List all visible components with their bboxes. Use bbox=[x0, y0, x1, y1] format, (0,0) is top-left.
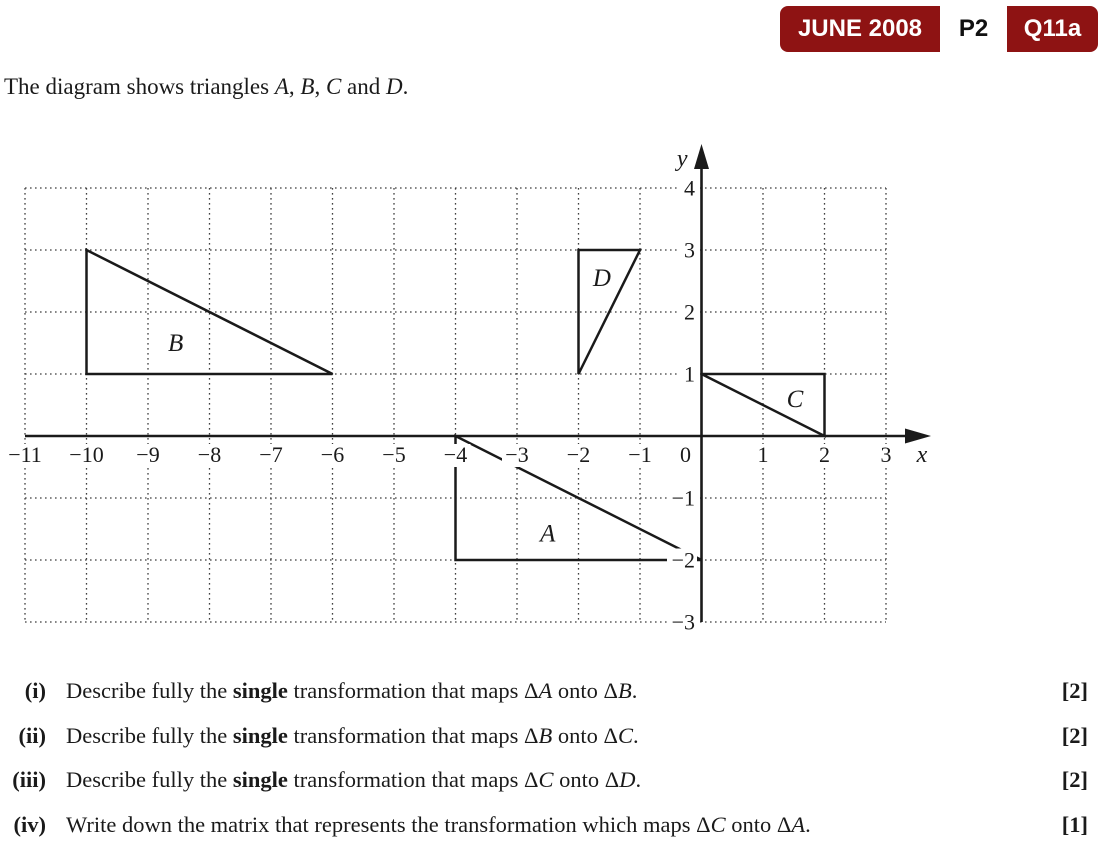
svg-text:−2: −2 bbox=[671, 547, 695, 573]
svg-text:1: 1 bbox=[757, 442, 769, 467]
question-text: Describe fully the single transformation that maps ΔC onto ΔD. bbox=[66, 767, 642, 792]
triangle-label-A: A bbox=[540, 520, 556, 548]
svg-text:−1: −1 bbox=[628, 442, 652, 467]
svg-text:−10: −10 bbox=[69, 442, 104, 467]
intro-sentence: The diagram shows triangles A, B, C and D. bbox=[4, 74, 409, 99]
marks-badge: [2] bbox=[1061, 767, 1088, 792]
svg-text:−3: −3 bbox=[671, 609, 695, 635]
x-axis-letter: x bbox=[916, 442, 928, 468]
question-text: Describe fully the single transformation that maps ΔB onto ΔC. bbox=[66, 722, 639, 748]
svg-text:−11: −11 bbox=[8, 442, 42, 467]
paper-number-label: P2 bbox=[940, 6, 1007, 52]
svg-text:−9: −9 bbox=[136, 442, 160, 467]
triangle-label-B: B bbox=[168, 330, 184, 357]
question-list bbox=[0, 676, 1100, 842]
question-item-ii bbox=[0, 721, 1100, 751]
svg-text:3: 3 bbox=[880, 442, 892, 467]
svg-text:0: 0 bbox=[680, 442, 691, 467]
svg-text:3: 3 bbox=[684, 237, 695, 263]
question-item-iv bbox=[0, 810, 1100, 840]
exam-session-label: JUNE 2008 bbox=[797, 15, 923, 42]
x-axis bbox=[25, 429, 931, 444]
svg-text:4: 4 bbox=[684, 175, 695, 201]
question-numeral: (ii) bbox=[18, 722, 46, 748]
svg-text:1: 1 bbox=[684, 361, 695, 387]
question-number-label: Q11a bbox=[1023, 15, 1082, 42]
question-item-i bbox=[0, 676, 1100, 706]
question-text: Describe fully the single transformation that maps ΔA onto ΔB. bbox=[66, 678, 638, 703]
coordinate-diagram bbox=[0, 140, 940, 645]
y-axis-letter: y bbox=[676, 146, 688, 172]
svg-text:−5: −5 bbox=[382, 442, 406, 467]
svg-text:−3: −3 bbox=[505, 442, 529, 467]
svg-text:−1: −1 bbox=[671, 485, 695, 511]
question-numeral: (iii) bbox=[12, 767, 46, 792]
question-item-iii bbox=[0, 765, 1100, 795]
marks-badge: [2] bbox=[1061, 722, 1088, 748]
marks-badge: [2] bbox=[1061, 678, 1088, 703]
svg-text:−7: −7 bbox=[259, 442, 283, 467]
svg-text:−8: −8 bbox=[197, 442, 222, 467]
question-numeral: (i) bbox=[24, 678, 46, 703]
svg-text:2: 2 bbox=[819, 442, 830, 467]
coordinate-plane bbox=[0, 140, 940, 645]
marks-badge: [1] bbox=[1061, 811, 1088, 837]
question-numeral: (iv) bbox=[13, 811, 46, 837]
triangle-label-C: C bbox=[786, 385, 804, 413]
triangle-label-D: D bbox=[592, 264, 611, 292]
svg-text:−4: −4 bbox=[443, 442, 468, 467]
svg-text:−2: −2 bbox=[566, 442, 591, 467]
svg-text:2: 2 bbox=[684, 299, 695, 325]
question-reference-badge bbox=[780, 6, 1098, 52]
question-text: Write down the matrix that represents the transformation which maps ΔC onto ΔA. bbox=[66, 811, 811, 837]
svg-text:−6: −6 bbox=[320, 442, 345, 467]
